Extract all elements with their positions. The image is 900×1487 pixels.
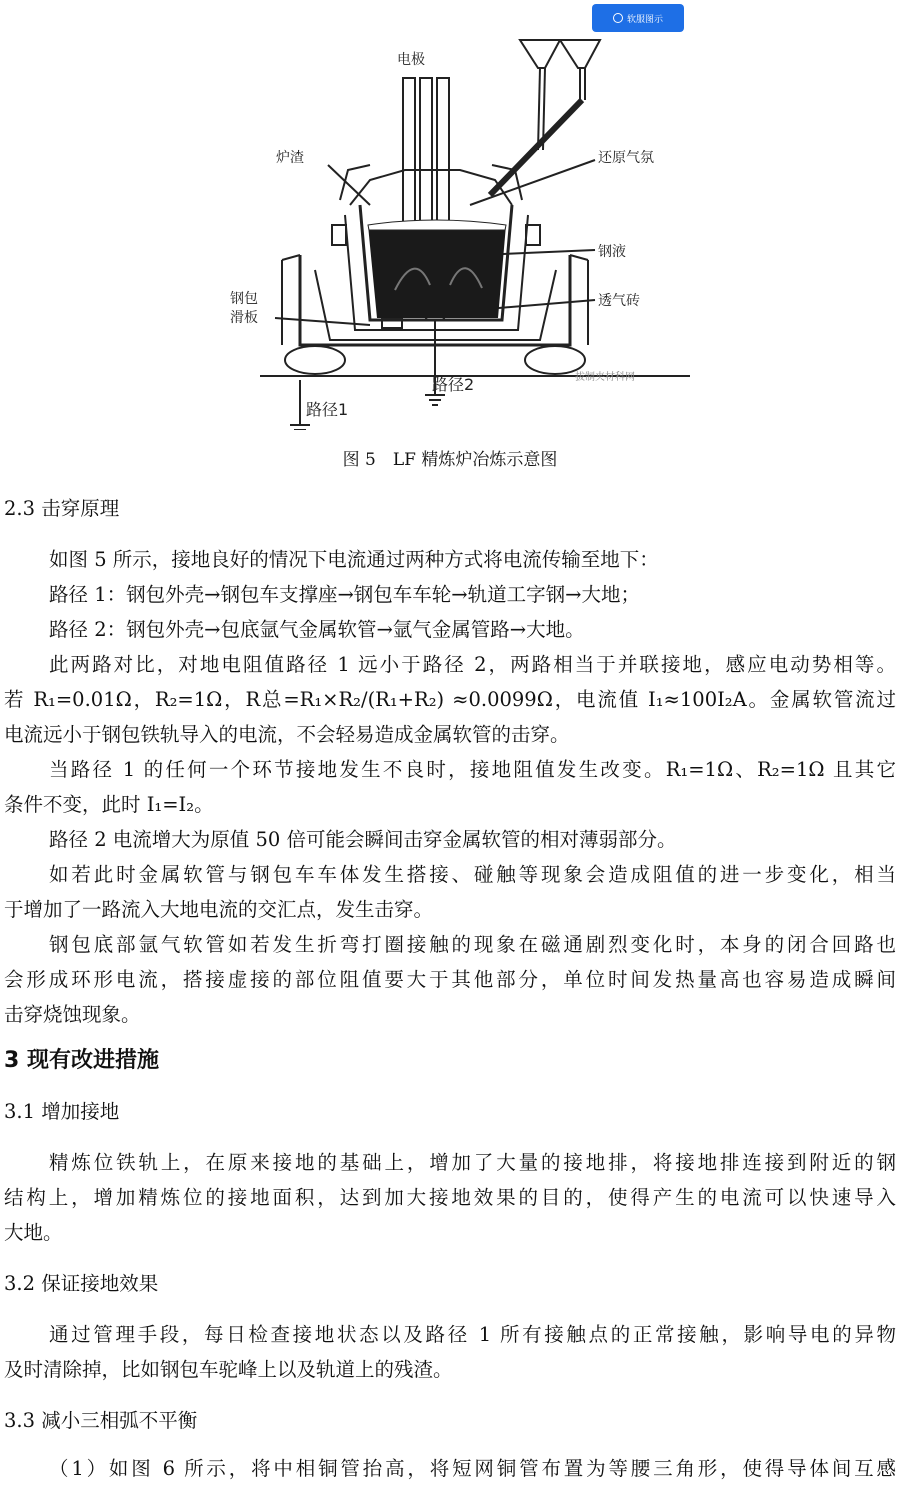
label-molten-steel: 钢液 xyxy=(598,244,626,260)
lf-furnace-diagram xyxy=(220,0,710,430)
label-slag: 炉渣 xyxy=(276,150,304,166)
label-path2: 路径2 xyxy=(432,375,475,394)
paragraph: 如若此时金属软管与钢包车车体发生搭接、碰触等现象会造成阻值的进一步变化，相当 xyxy=(49,863,896,886)
label-watermark: 拔制夹材科网 xyxy=(575,372,635,383)
label-ladle: 钢包 xyxy=(230,291,258,307)
paragraph: 击穿烧蚀现象。 xyxy=(4,1003,141,1026)
badge-text: 软服图示 xyxy=(626,14,663,25)
paragraph: 钢包底部氩气软管如若发生折弯打圈接触的现象在磁通剧烈变化时，本身的闭合回路也 xyxy=(49,933,896,956)
paragraph: 于增加了一路流入大地电流的交汇点，发生击穿。 xyxy=(4,898,434,921)
paragraph: 如图 5 所示，接地良好的情况下电流通过两种方式将电流传输至地下： xyxy=(49,548,659,571)
paragraph: 会形成环形电流，搭接虚接的部位阻值要大于其他部分，单位时间发热量高也容易造成瞬间 xyxy=(4,968,896,991)
paragraph: 若 R₁=0.01Ω，R₂=1Ω，R总=R₁×R₂/(R₁+R₂) ≈0.0099Ω，电流值 I₁≈100I₂A。金属软管流过 xyxy=(4,688,896,711)
label-reducing-atmosphere: 还原气氛 xyxy=(598,150,654,166)
paragraph: 及时清除掉，比如钢包车驼峰上以及轨道上的残渣。 xyxy=(4,1358,453,1381)
section-heading-3-1: 3.1 增加接地 xyxy=(4,1100,120,1123)
label-electrode: 电极 xyxy=(397,52,425,68)
paragraph: 结构上，增加精炼位的接地面积，达到加大接地效果的目的，使得产生的电流可以快速导入 xyxy=(4,1186,896,1209)
paragraph: 电流远小于钢包铁轨导入的电流，不会轻易造成金属软管的击穿。 xyxy=(4,723,570,746)
label-slide: 滑板 xyxy=(230,310,258,326)
section-heading-3: 3 现有改进措施 xyxy=(4,1048,159,1073)
section-heading-2-3: 2.3 击穿原理 xyxy=(4,497,120,520)
paragraph: 路径 1：钢包外壳→钢包车支撑座→钢包车车轮→轨道工字钢→大地； xyxy=(49,583,640,606)
paragraph: 路径 2：钢包外壳→包底氩气金属软管→氩气金属管路→大地。 xyxy=(49,618,585,641)
figure-caption: 图 5 LF 精炼炉冶炼示意图 xyxy=(342,450,558,470)
section-heading-3-2: 3.2 保证接地效果 xyxy=(4,1272,159,1295)
paragraph: （1）如图 6 所示，将中相铜管抬高，将短网铜管布置为等腰三角形，使得导体间互感 xyxy=(49,1457,896,1480)
paragraph: 路径 2 电流增大为原值 50 倍可能会瞬间击穿金属软管的相对薄弱部分。 xyxy=(49,828,677,851)
label-path1: 路径1 xyxy=(306,400,349,419)
paragraph: 条件不变，此时 I₁=I₂。 xyxy=(4,793,214,816)
section-heading-3-3: 3.3 减小三相弧不平衡 xyxy=(4,1409,198,1432)
paragraph: 通过管理手段，每日检查接地状态以及路径 1 所有接触点的正常接触，影响导电的异物 xyxy=(49,1323,896,1346)
paragraph: 精炼位铁轨上，在原来接地的基础上，增加了大量的接地排，将接地排连接到附近的钢 xyxy=(49,1151,896,1174)
paragraph: 当路径 1 的任何一个环节接地发生不良时，接地阻值发生改变。R₁=1Ω、R₂=1Ω 且其它 xyxy=(49,758,896,781)
paragraph: 此两路对比，对地电阻值路径 1 远小于路径 2，两路相当于并联接地，感应电动势相等。 xyxy=(49,653,896,676)
label-porous-brick: 透气砖 xyxy=(598,293,640,309)
paragraph: 大地。 xyxy=(4,1221,63,1244)
